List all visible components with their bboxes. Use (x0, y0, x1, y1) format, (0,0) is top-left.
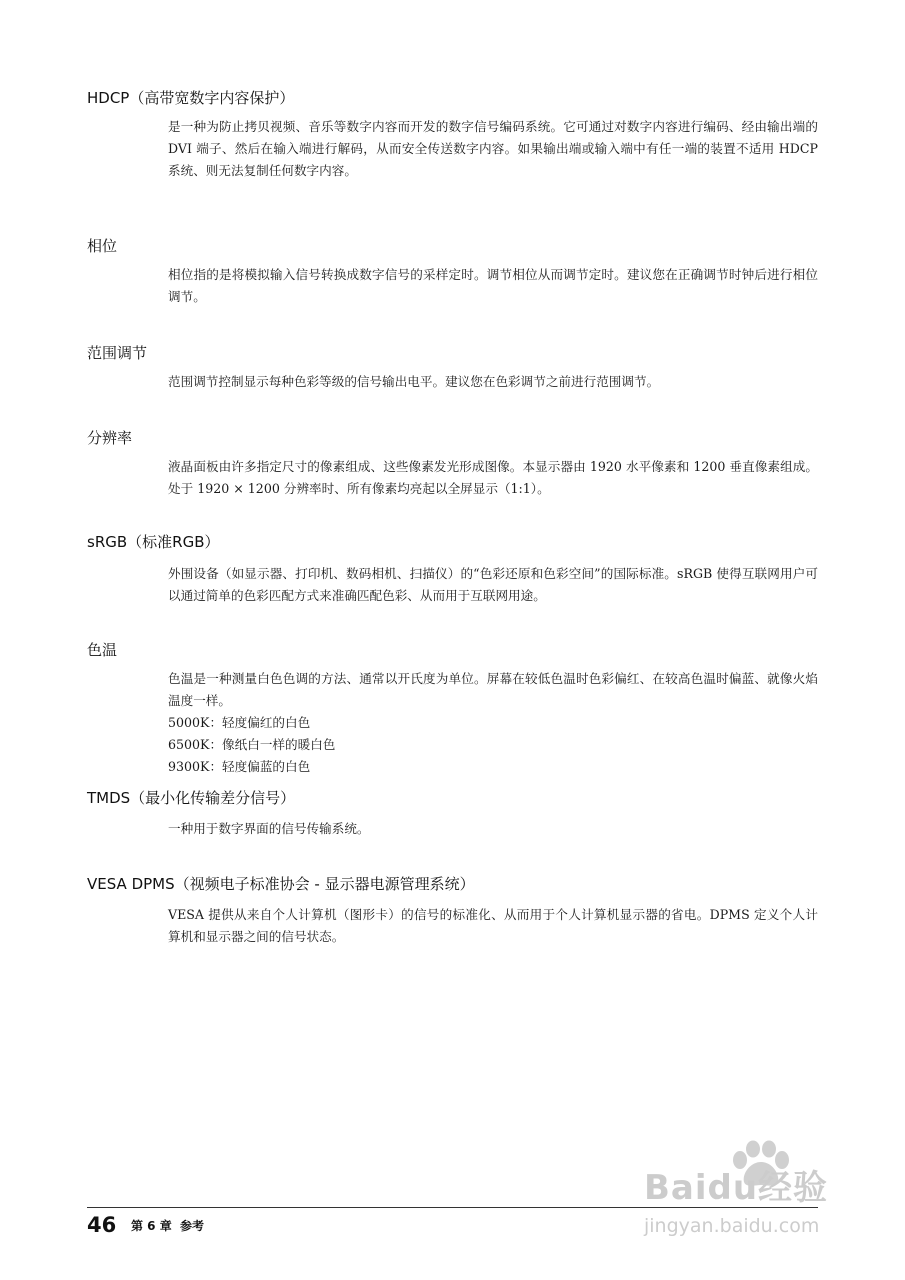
definition-line: 一种用于数字界面的信号传输系统。 (168, 821, 370, 836)
glossary-term-phase: 相位 (87, 237, 118, 255)
page-number: 46 (87, 1213, 117, 1237)
glossary-term-range-adjustment: 范围调节 (87, 344, 148, 362)
glossary-definition-hdcp (168, 116, 818, 182)
glossary-definition-resolution (168, 456, 818, 500)
footer-rule (87, 1207, 818, 1208)
glossary-term-resolution: 分辨率 (87, 429, 133, 447)
glossary-term-srgb: sRGB（标准RGB） (87, 533, 220, 551)
definition-line: 液晶面板由许多指定尺寸的像素组成、这些像素发光形成图像。本显示器由 1920 水平像素和 1200 垂直像素组成。处于 1920 × 1200 分辨率时、所有像素均亮起以全屏显示（1:1）。 (168, 459, 818, 496)
glossary-term-hdcp: HDCP（高带宽数字内容保护） (87, 89, 295, 107)
chapter-label: 第 6 章 参考 (131, 1219, 205, 1233)
glossary-definition-srgb (168, 563, 818, 607)
baidu-jingyan-watermark (640, 1140, 870, 1270)
definition-line: 9300K：轻度偏蓝的白色 (168, 759, 311, 774)
definition-line: 色温是一种测量白色色调的方法、通常以开氏度为单位。屏幕在较低色温时色彩偏红、在较高色温时偏蓝、就像火焰温度一样。 (168, 671, 818, 708)
definition-line: 范围调节控制显示每种色彩等级的信号输出电平。建议您在色彩调节之前进行范围调节。 (168, 374, 660, 389)
glossary-term-vesa-dpms: VESA DPMS（视频电子标准协会 - 显示器电源管理系统） (87, 875, 475, 893)
watermark-url: jingyan.baidu.com (644, 1215, 820, 1237)
glossary-definition-vesa-dpms (168, 904, 818, 948)
watermark-brand: Baidu经验 (644, 1168, 829, 1208)
definition-line: 相位指的是将模拟输入信号转换成数字信号的采样定时。调节相位从而调节定时。建议您在正确调节时钟后进行相位调节。 (168, 267, 818, 304)
glossary-term-color-temperature: 色温 (87, 641, 118, 659)
glossary-definition-tmds (168, 818, 818, 840)
glossary-definition-range-adjustment (168, 371, 818, 393)
glossary-definition-color-temperature (168, 668, 818, 778)
definition-line: 6500K：像纸白一样的暖白色 (168, 737, 336, 752)
definition-line: 是一种为防止拷贝视频、音乐等数字内容而开发的数字信号编码系统。它可通过对数字内容进行编码、经由输出端的 DVI 端子、然后在输入端进行解码，从而安全传送数字内容。如果输出端或输入端中有任一端的装置不适用 HDCP 系统、则无法复制任何数字内容。 (168, 119, 818, 178)
definition-line: 5000K：轻度偏红的白色 (168, 715, 311, 730)
glossary-term-tmds: TMDS（最小化传输差分信号） (87, 789, 296, 807)
definition-line: VESA 提供从来自个人计算机（图形卡）的信号的标准化、从而用于个人计算机显示器的省电。DPMS 定义个人计算机和显示器之间的信号状态。 (168, 907, 818, 944)
definition-line: 外围设备（如显示器、打印机、数码相机、扫描仪）的“色彩还原和色彩空间”的国际标准。sRGB 使得互联网用户可以通过简单的色彩匹配方式来准确匹配色彩、从而用于互联网用途。 (168, 566, 818, 603)
glossary-definition-phase (168, 264, 818, 308)
